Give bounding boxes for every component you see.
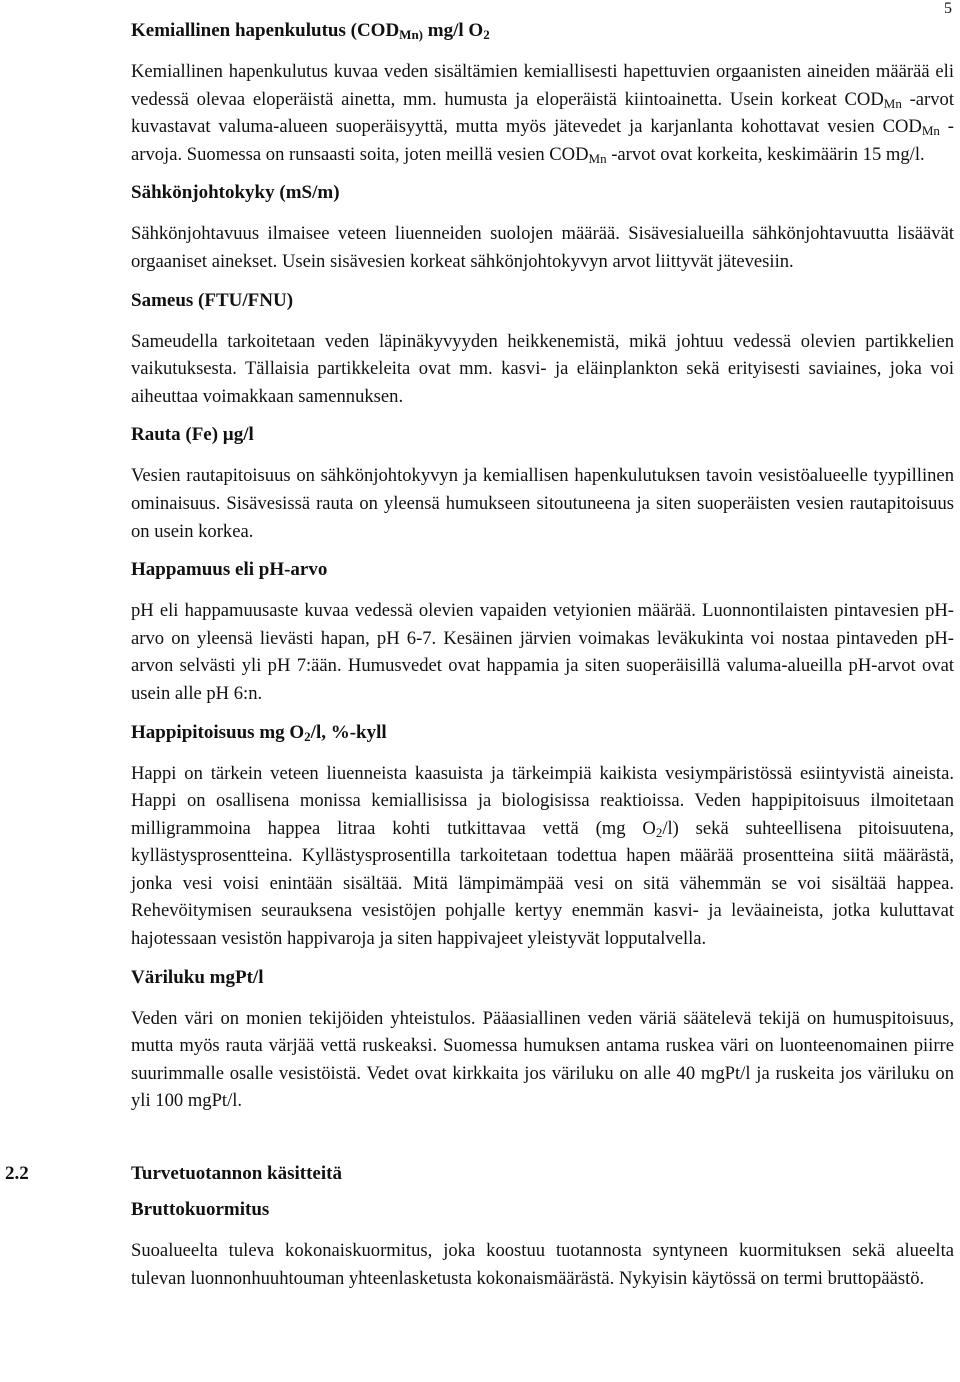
page-number: 5 [944, 0, 952, 17]
conductivity-heading: Sähkönjohtokyky (mS/m) [131, 182, 340, 204]
section-heading [5, 1161, 954, 1187]
turbidity-paragraph: Sameudella tarkoitetaan veden läpinäkyvyyden heikkenemistä, mikä johtuu vedessä olevien partikkelien vaikutuksesta. Tällaisia partikkeleita ovat mm. kasvi- ja eläinplankton sekä erityisesti saviaines, joka voi aiheuttaa voimakkaan samennuksen. [131, 330, 954, 407]
iron-heading: Rauta (Fe) µg/l [131, 424, 254, 446]
section-title: Turvetuotannon käsitteitä [131, 1163, 342, 1185]
page-content [5, 18, 954, 1292]
turbidity-heading: Sameus (FTU/FNU) [131, 289, 294, 311]
gross-load-heading: Bruttokuormitus [131, 1199, 270, 1221]
cod-heading: Kemiallinen hapenkulutus ($COD_{Mn)}$ mg/l $O_2$ [131, 20, 490, 42]
oxygen-paragraph: Happi on tärkein veteen liuenneista kaasuista ja tärkeimpiä kaikista vesiympäristössä esiintyvistä aineista. Happi on osallisena monissa kemiallisissa ja biologisissa reaktioissa. Veden happipitoisuus ilmoitetaan milligrammoina happea litraa kohti tutkittavaa vettä (mg $O_2/l$) sekä suhteellisena pitoisuutena, kyllästysprosentteina. Kyllästysprosentilla tarkoitetaan todettua hapen määrää prosentteina siitä määrästä, jonka vesi voisi enintään sisältää. Mitä lämpimämpää vesi on sitä vähemmän se voi sisältää happea. Rehevöitymisen seurauksena vesistöjen pohjalle kertyy enemmän kasvi- ja leväaineista, jotka kuluttavat hajotessaan vesistön happivaroja ja siten happivajeet yleistyvät lopputalvella. [131, 762, 954, 950]
cod-paragraph: Kemiallinen hapenkulutus kuvaa veden sisältämien kemiallisesti hapettuvien orgaanisten aineiden määrää eli vedessä olevaa eloperäistä ainetta, mm. humusta ja eloperäistä kiintoainetta. Usein korkeat $COD_{Mn}$ -arvot kuvastavat valuma-alueen suoperäisyyttä, mutta myös jätevedet ja karjanlanta kohottavat vesien $COD_{Mn}$ -arvoja. Suomessa on runsaasti soita, joten meillä vesien $COD_{Mn}$ -arvot ovat korkeita, keskimäärin 15 mg/l. [131, 61, 954, 166]
oxygen-heading: Happipitoisuus mg $O_2/l$, %-kyll [131, 721, 387, 744]
gross-load-paragraph: Suoalueelta tuleva kokonaiskuormitus, joka koostuu tuotannosta syntyneen kuormituksen sekä alueelta tulevan luonnonhuuhtouman yhteenlasketusta kokonaismäärästä. Nykyisin käytössä on termi bruttopäästö. [131, 1240, 954, 1289]
section-number: 2.2 [5, 1163, 29, 1185]
color-paragraph: Veden väri on monien tekijöiden yhteistulos. Pääasiallinen veden väriä säätelevä tekijä on humuspitoisuus, mutta myös rauta värjää vettä ruskeaksi. Suomessa humuksen antama ruskea väri on luonteenomainen piirre suurimmalle osalle vesistöistä. Vedet ovat kirkkaita jos väriluku on alle 40 mgPt/l ja ruskeita jos väriluku on yli 100 mgPt/l. [131, 1007, 954, 1112]
acidity-heading: Happamuus eli pH-arvo [131, 559, 328, 581]
iron-paragraph: Vesien rautapitoisuus on sähkönjohtokyvyn ja kemiallisen hapenkulutuksen tavoin vesistöalueelle tyypillinen ominaisuus. Sisävesissä rauta on yleensä humukseen sitoutuneena ja siten suoperäisten vesien rautapitoisuus on usein korkea. [131, 465, 954, 542]
color-heading: Väriluku mgPt/l [131, 966, 264, 988]
conductivity-paragraph: Sähkönjohtavuus ilmaisee veteen liuenneiden suolojen määrää. Sisävesialueilla sähkönjohtavuutta lisäävät orgaaniset ainekset. Usein sisävesien korkeat sähkönjohtokyvyn arvot liittyvät jätevesiin. [131, 223, 954, 272]
acidity-paragraph: pH eli happamuusaste kuvaa vedessä olevien vapaiden vetyionien määrää. Luonnontilaisten pintavesien pH-arvo on yleensä lievästi hapan, pH 6-7. Kesäinen järvien voimakas leväkukinta voi nostaa pintaveden pH-arvon selvästi yli pH 7:ään. Humusvedet ovat happamia ja siten suoperäisillä valuma-alueilla pH-arvot ovat usein alle pH 6:n. [131, 600, 954, 704]
